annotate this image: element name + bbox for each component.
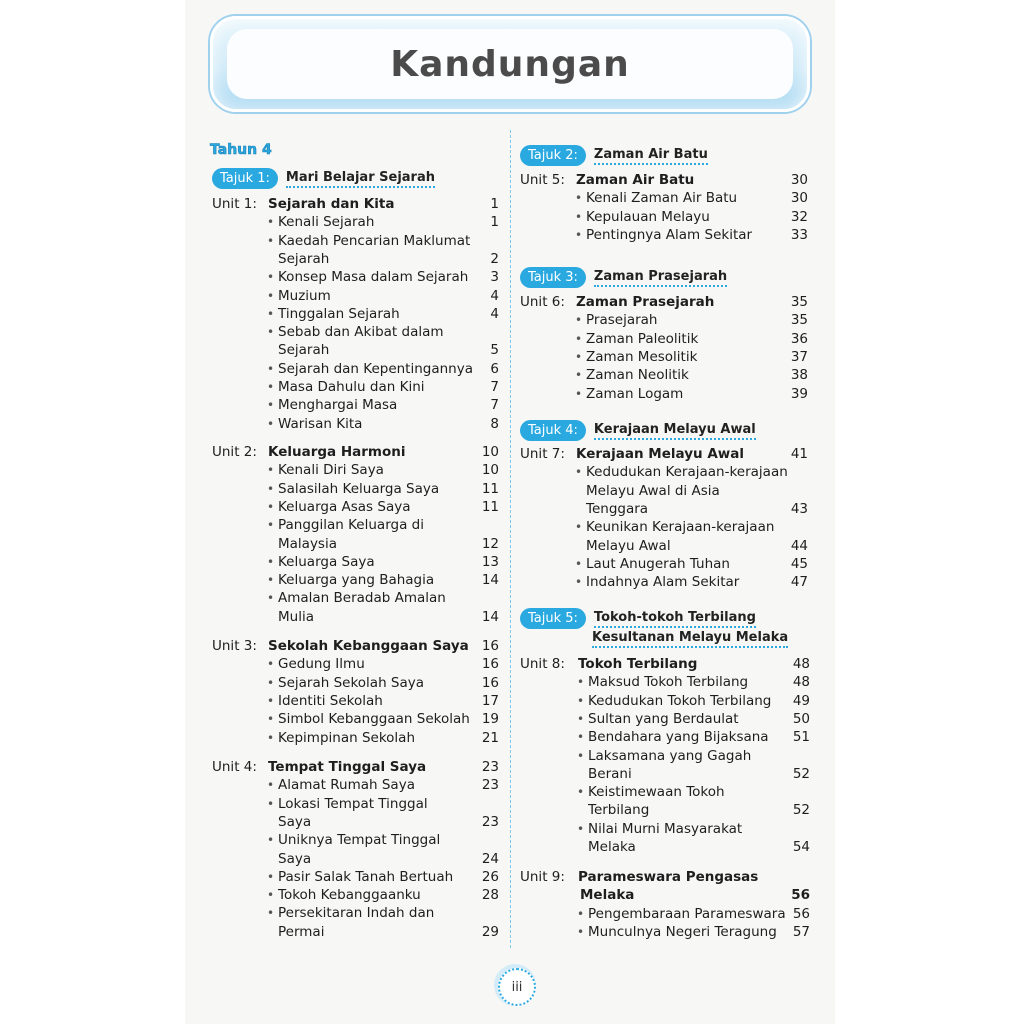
unit-title: Kerajaan Melayu Awal — [576, 446, 744, 462]
topic-title-cont: Kesultanan Melayu Melaka — [592, 630, 788, 648]
unit-title: Sejarah dan Kita — [268, 196, 395, 212]
list-item: • Pengembaraan Parameswara — [588, 905, 786, 923]
page-ref: 11 — [481, 480, 499, 497]
list-item-cont: Sejarah — [278, 250, 330, 267]
page-ref: 39 — [790, 385, 808, 402]
page-ref: 36 — [790, 330, 808, 347]
page-ref: 44 — [790, 537, 808, 554]
list-item: • Sultan yang Berdaulat — [588, 710, 739, 728]
topic-label: Tajuk 1: — [212, 168, 278, 189]
list-item: • Kedudukan Kerajaan-kerajaan — [586, 463, 788, 481]
list-item: • Kaedah Pencarian Maklumat — [278, 232, 470, 250]
page-ref: 54 — [792, 839, 810, 855]
list-item: • Panggilan Keluarga di — [278, 516, 424, 534]
topic-title: Mari Belajar Sejarah — [286, 170, 435, 188]
topic-label: Tajuk 4: — [520, 420, 586, 441]
list-item: • Keistimewaan Tokoh — [588, 783, 725, 801]
page-ref: 4 — [490, 287, 499, 304]
list-item: • Identiti Sekolah — [278, 692, 383, 710]
list-item: • Keluarga yang Bahagia — [278, 571, 434, 589]
page-ref: 43 — [790, 500, 808, 517]
list-item: • Indahnya Alam Sekitar — [586, 573, 739, 591]
page-ref: 47 — [790, 574, 808, 591]
page-ref: 13 — [481, 553, 499, 570]
list-item-cont: Berani — [588, 765, 632, 782]
list-item: • Keluarga Saya — [278, 553, 375, 571]
list-item-cont: Saya — [278, 850, 312, 867]
list-item: • Gedung Ilmu — [278, 655, 365, 673]
page-ref: 38 — [790, 367, 808, 384]
list-item: • Keluarga Asas Saya — [278, 498, 410, 516]
page-ref: 21 — [481, 729, 499, 746]
page-ref: 32 — [790, 208, 808, 225]
list-item-cont: Terbilang — [588, 802, 650, 819]
list-item: • Zaman Mesolitik — [586, 348, 697, 366]
page-ref: 48 — [792, 674, 810, 691]
list-item: • Warisan Kita — [278, 415, 362, 433]
page-ref: 4 — [490, 305, 499, 322]
list-item: • Keunikan Kerajaan-kerajaan — [586, 518, 774, 536]
unit-label: Unit 9: — [520, 869, 565, 885]
page-title: Kandungan — [390, 43, 630, 85]
list-item-cont: Sejarah — [278, 342, 330, 359]
list-item: • Pasir Salak Tanah Bertuah — [278, 868, 453, 886]
page-ref: 16 — [481, 638, 499, 654]
page-number: iii — [498, 968, 536, 1006]
unit-label: Unit 5: — [520, 172, 565, 188]
list-item: • Simbol Kebanggaan Sekolah — [278, 710, 470, 728]
page-ref: 29 — [481, 923, 499, 940]
list-item: • Persekitaran Indah dan — [278, 904, 434, 922]
list-item: • Kepulauan Melayu — [586, 208, 710, 226]
page-ref: 12 — [481, 535, 499, 552]
topic-label: Tajuk 5: — [520, 608, 586, 629]
page-ref: 56 — [791, 887, 810, 904]
list-item: • Kenali Zaman Air Batu — [586, 189, 737, 207]
list-item-cont: Melayu Awal — [586, 537, 671, 554]
unit-label: Unit 8: — [520, 656, 565, 672]
list-item: • Kedudukan Tokoh Terbilang — [588, 692, 771, 710]
list-item: • Bendahara yang Bijaksana — [588, 728, 769, 746]
unit-label: Unit 4: — [212, 759, 257, 775]
unit-title: Parameswara Pengasas — [578, 869, 759, 885]
page-ref: 3 — [490, 269, 499, 286]
page-ref: 28 — [481, 887, 499, 904]
list-item: • Munculnya Negeri Teragung — [588, 923, 777, 941]
topic-heading — [520, 267, 727, 288]
list-item: • Prasejarah — [586, 311, 657, 329]
list-item: • Pentingnya Alam Sekitar — [586, 226, 752, 244]
page-ref: 51 — [792, 729, 810, 746]
list-item: • Laut Anugerah Tuhan — [586, 555, 730, 573]
page-ref: 41 — [790, 446, 808, 462]
page-ref: 10 — [481, 462, 499, 479]
list-item: • Uniknya Tempat Tinggal — [278, 831, 440, 849]
list-item: • Zaman Neolitik — [586, 366, 689, 384]
unit-label: Unit 6: — [520, 294, 565, 310]
page-ref: 35 — [790, 312, 808, 329]
title-inner — [227, 29, 793, 99]
list-item: • Laksamana yang Gagah — [588, 747, 751, 765]
unit-title: Keluarga Harmoni — [268, 444, 406, 460]
page-ref: 23 — [481, 759, 499, 775]
list-item-cont: Tenggara — [586, 500, 649, 517]
page-ref: 7 — [490, 379, 499, 395]
topic-label: Tajuk 3: — [520, 267, 586, 288]
list-item-cont: Melaka — [588, 839, 636, 855]
topic-heading — [212, 168, 435, 189]
unit-title: Tempat Tinggal Saya — [268, 759, 427, 775]
topic-heading — [520, 608, 756, 629]
page-ref: 14 — [481, 572, 499, 589]
page-ref: 24 — [481, 850, 499, 867]
list-item: • Kenali Sejarah — [278, 213, 374, 231]
page-ref: 8 — [490, 415, 499, 432]
list-item: • Maksud Tokoh Terbilang — [588, 673, 748, 691]
page-ref: 2 — [490, 250, 499, 267]
topic-title: Zaman Prasejarah — [594, 269, 727, 287]
page-ref: 30 — [790, 172, 808, 188]
list-item: • Tokoh Kebanggaanku — [278, 886, 421, 904]
unit-label: Unit 3: — [212, 638, 257, 654]
page-ref: 45 — [790, 555, 808, 572]
list-item: • Salasilah Keluarga Saya — [278, 480, 439, 498]
list-item: • Kenali Diri Saya — [278, 461, 384, 479]
page-ref: 7 — [490, 397, 499, 414]
page-ref: 35 — [790, 294, 808, 310]
page-ref: 37 — [790, 348, 808, 365]
page-ref: 14 — [481, 608, 499, 625]
unit-title-cont: Melaka — [580, 887, 635, 904]
list-item-cont: Permai — [278, 923, 325, 940]
list-item: • Lokasi Tempat Tinggal — [278, 795, 428, 813]
list-item-cont: Malaysia — [278, 535, 337, 552]
topic-label: Tajuk 2: — [520, 145, 586, 166]
list-item: • Nilai Murni Masyarakat — [588, 820, 742, 838]
list-item: • Zaman Logam — [586, 385, 683, 403]
page-ref: 52 — [792, 802, 810, 819]
list-item: • Muzium — [278, 287, 331, 305]
page-ref: 6 — [490, 360, 499, 377]
list-item-cont: Melayu Awal di Asia — [586, 482, 720, 499]
list-item: • Alamat Rumah Saya — [278, 776, 415, 794]
page-ref: 10 — [481, 444, 499, 460]
page-ref: 48 — [792, 656, 810, 672]
page-ref: 50 — [792, 710, 810, 727]
list-item: • Sebab dan Akibat dalam — [278, 323, 444, 341]
list-item: • Menghargai Masa — [278, 396, 397, 414]
unit-title: Sekolah Kebanggaan Saya — [268, 638, 469, 654]
list-item: • Amalan Beradab Amalan — [278, 589, 446, 607]
page-ref: 16 — [481, 656, 499, 673]
page-ref: 1 — [490, 214, 499, 231]
topic-heading — [520, 145, 708, 166]
page-ref: 26 — [481, 868, 499, 885]
list-item: • Konsep Masa dalam Sejarah — [278, 268, 468, 286]
topic-title: Zaman Air Batu — [594, 147, 708, 165]
page-ref: 56 — [792, 905, 810, 922]
list-item: • Zaman Paleolitik — [586, 330, 698, 348]
topic-title: Tokoh-tokoh Terbilang — [594, 610, 756, 628]
column-divider — [510, 130, 511, 948]
list-item: • Sejarah dan Kepentingannya — [278, 360, 473, 378]
page-ref: 16 — [481, 674, 499, 691]
unit-title: Tokoh Terbilang — [578, 656, 698, 672]
unit-label: Unit 1: — [212, 196, 257, 212]
unit-title: Zaman Prasejarah — [576, 294, 715, 310]
page-ref: 30 — [790, 190, 808, 207]
page-ref: 52 — [792, 765, 810, 782]
list-item-cont: Saya — [278, 813, 312, 830]
topic-title: Kerajaan Melayu Awal — [594, 422, 756, 440]
page-ref: 17 — [481, 692, 499, 709]
unit-title: Zaman Air Batu — [576, 172, 695, 188]
page-ref: 1 — [490, 196, 499, 212]
unit-label: Unit 7: — [520, 446, 565, 462]
list-item-cont: Mulia — [278, 608, 314, 625]
page-ref: 11 — [481, 498, 499, 515]
page-ref: 23 — [481, 777, 499, 794]
list-item: • Masa Dahulu dan Kini — [278, 378, 425, 396]
page-ref: 5 — [490, 342, 499, 359]
topic-heading — [520, 420, 756, 441]
list-item: • Tinggalan Sejarah — [278, 305, 400, 323]
year-tag: Tahun 4 — [210, 142, 272, 158]
page-ref: 23 — [481, 813, 499, 830]
page-ref: 33 — [790, 226, 808, 243]
page-ref: 57 — [792, 923, 810, 940]
list-item: • Kepimpinan Sekolah — [278, 729, 415, 747]
list-item: • Sejarah Sekolah Saya — [278, 674, 424, 692]
title-banner — [210, 16, 810, 112]
page-ref: 19 — [481, 711, 499, 728]
page-ref: 49 — [792, 692, 810, 709]
unit-label: Unit 2: — [212, 444, 257, 460]
